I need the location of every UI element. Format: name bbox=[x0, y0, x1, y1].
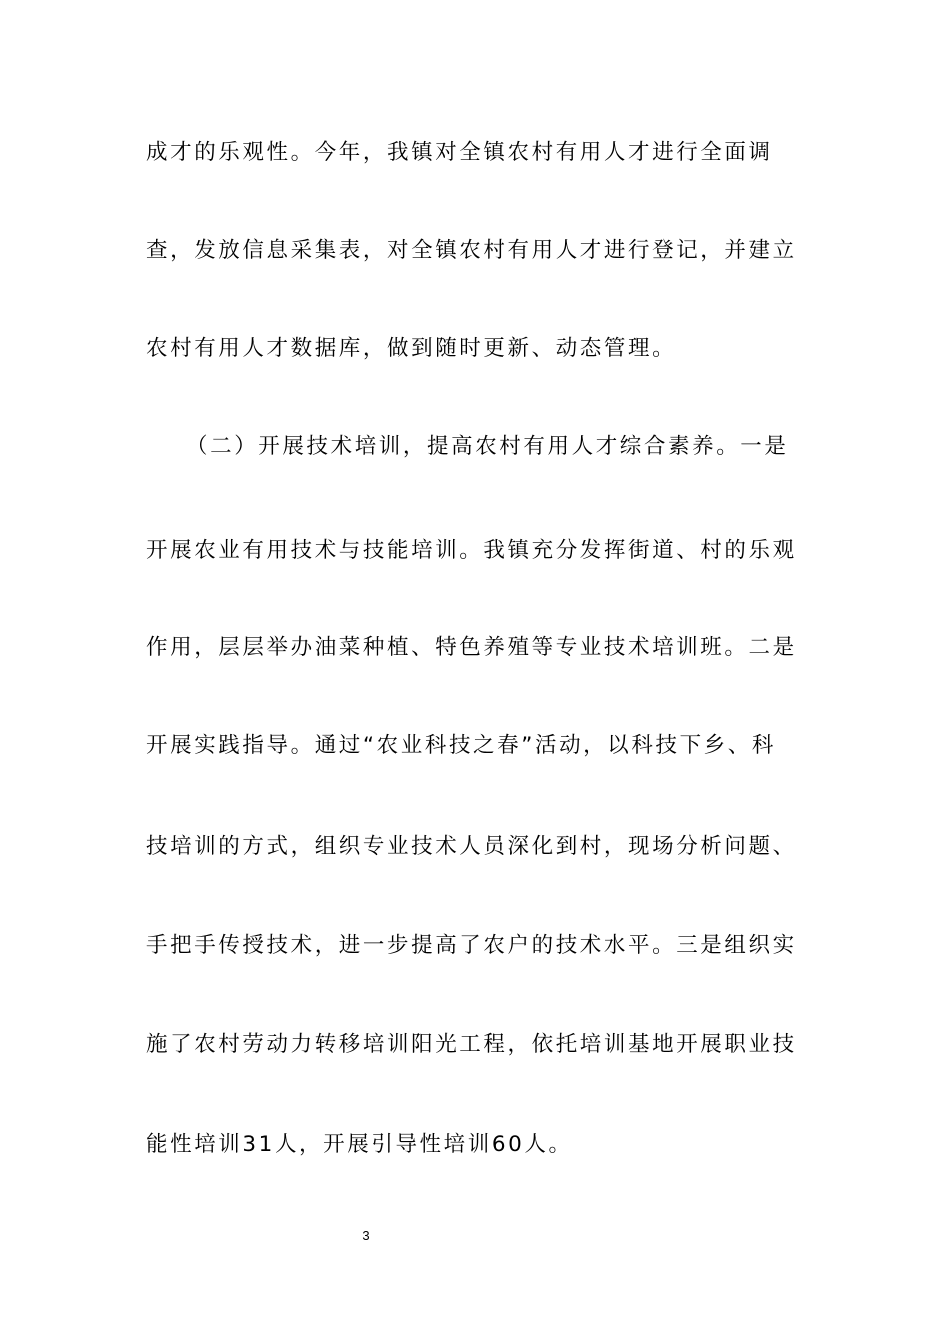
paragraph-line-6: 作用，层层举办油菜种植、特色养殖等专业技术培训班。二是 bbox=[146, 635, 797, 660]
paragraph-line-8: 技培训的方式，组织专业技术人员深化到村，现场分析问题、 bbox=[146, 834, 797, 859]
paragraph-line-5: 开展农业有用技术与技能培训。我镇充分发挥街道、村的乐观 bbox=[146, 538, 797, 563]
paragraph-line-9: 手把手传授技术，进一步提高了农户的技术水平。三是组织实 bbox=[146, 933, 797, 958]
paragraph-line-3: 农村有用人才数据库，做到随时更新、动态管理。 bbox=[146, 336, 677, 361]
paragraph-line-1: 成才的乐观性。今年，我镇对全镇农村有用人才进行全面调 bbox=[146, 140, 773, 165]
paragraph-line-4: （二）开展技术培训，提高农村有用人才综合素养。一是 bbox=[186, 434, 789, 459]
paragraph-line-10: 施了农村劳动力转移培训阳光工程，依托培训基地开展职业技 bbox=[146, 1032, 797, 1057]
paragraph-line-7: 开展实践指导。通过“农业科技之春”活动，以科技下乡、科 bbox=[146, 733, 776, 758]
paragraph-line-2: 查，发放信息采集表，对全镇农村有用人才进行登记，并建立 bbox=[146, 238, 797, 263]
page-number: 3 bbox=[362, 1228, 370, 1243]
paragraph-line-11: 能性培训31人，开展引导性培训60人。 bbox=[146, 1132, 573, 1157]
